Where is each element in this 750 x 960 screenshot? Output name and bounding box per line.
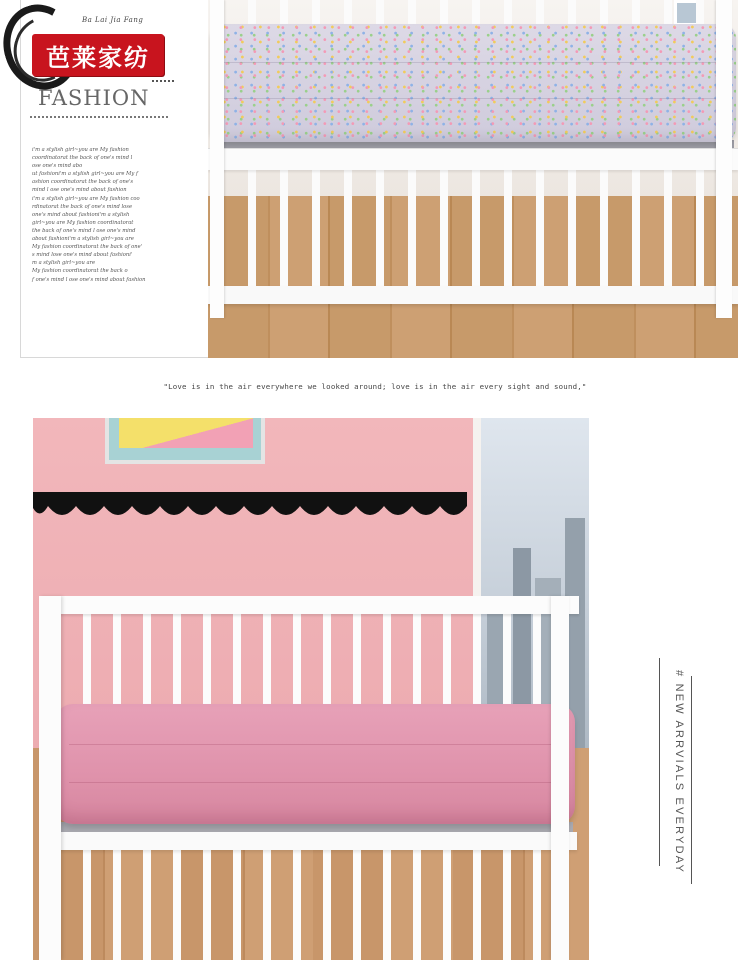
crib-top-rail <box>43 596 579 614</box>
crib-slats-upper <box>61 614 551 714</box>
crib-slats-upper <box>224 0 724 26</box>
quilt-seam <box>220 98 726 99</box>
fashion-paragraph <box>32 146 148 284</box>
paragraph-line: coordinatorat the back of one's mind l <box>32 155 133 162</box>
side-divider-left <box>659 658 660 866</box>
new-arrivals-text: # NEW ARRVIALS EVERYDAY <box>673 670 685 875</box>
brand-chinese-name: 芭莱家纺 <box>46 42 150 72</box>
paragraph-line: about fashioni'm a stylish girl~you are <box>32 236 134 243</box>
wall-picture-art <box>119 418 253 448</box>
paragraph-line: the back of one's mind l ose one's mind <box>32 227 136 234</box>
crib-post-right <box>716 0 732 318</box>
crib-slats-lower <box>61 848 551 960</box>
paragraph-line: rdinatorat the back of one's mind lose <box>32 203 133 210</box>
brand-logo <box>4 4 172 90</box>
quilt-seam <box>220 62 726 63</box>
section-title: FASHION <box>38 86 150 110</box>
product-photo-floral-mattress <box>208 0 738 358</box>
floral-mattress <box>210 24 736 142</box>
brand-seal <box>32 34 164 76</box>
side-divider-right <box>691 676 692 884</box>
wall-picture-frame <box>105 418 265 464</box>
crib-middle-rail <box>47 832 577 850</box>
paragraph-line: one's mind about fashioni'm a stylish <box>32 211 130 218</box>
paragraph-line: f one's mind l ose one's mind about fashion <box>32 276 146 283</box>
pink-mattress <box>55 704 575 824</box>
dotted-divider <box>30 116 168 118</box>
crib-slats <box>224 170 724 286</box>
paragraph-line: m a stylish girl~you are <box>32 260 96 267</box>
quilt-seam <box>69 744 561 745</box>
paragraph-line: girl~you are My fashion coordinatorat <box>32 219 134 226</box>
paragraph-line: i'm a stylish girl~you are My fashion <box>32 147 129 153</box>
paragraph-line: mind l ose one's mind about fashion <box>32 187 127 194</box>
paragraph-line: ashion coordinatorat the back of one's <box>32 179 133 186</box>
scalloped-valance <box>33 492 467 524</box>
paragraph-line: i'm a stylish girl~you are My fashion coo <box>32 195 140 202</box>
crib-bottom-rail <box>208 286 738 304</box>
crib-post-left <box>39 596 61 960</box>
love-quote: "Love is in the air everywhere we looked around; love is in the air every sight and sound," <box>163 382 587 391</box>
product-photo-pink-mattress <box>33 418 589 960</box>
crib-post-right <box>551 596 569 960</box>
quilt-seam <box>69 782 561 783</box>
paragraph-line: My fashion coordinatorat the back of one' <box>32 244 143 251</box>
paragraph-line: s mind lose one's mind about fashioni' <box>32 252 133 259</box>
crib-top-rail <box>208 148 738 170</box>
brand-script-text: Ba Lai Jia Fang <box>82 16 144 24</box>
paragraph-line: ut fashioni'm a stylish girl~you are My f <box>32 171 138 178</box>
logo-dotted-divider <box>152 80 174 82</box>
paragraph-line: My fashion coordinatorat the back o <box>32 268 128 275</box>
paragraph-line: ose one's mind abo <box>32 163 83 170</box>
crib-post-left <box>210 0 224 318</box>
